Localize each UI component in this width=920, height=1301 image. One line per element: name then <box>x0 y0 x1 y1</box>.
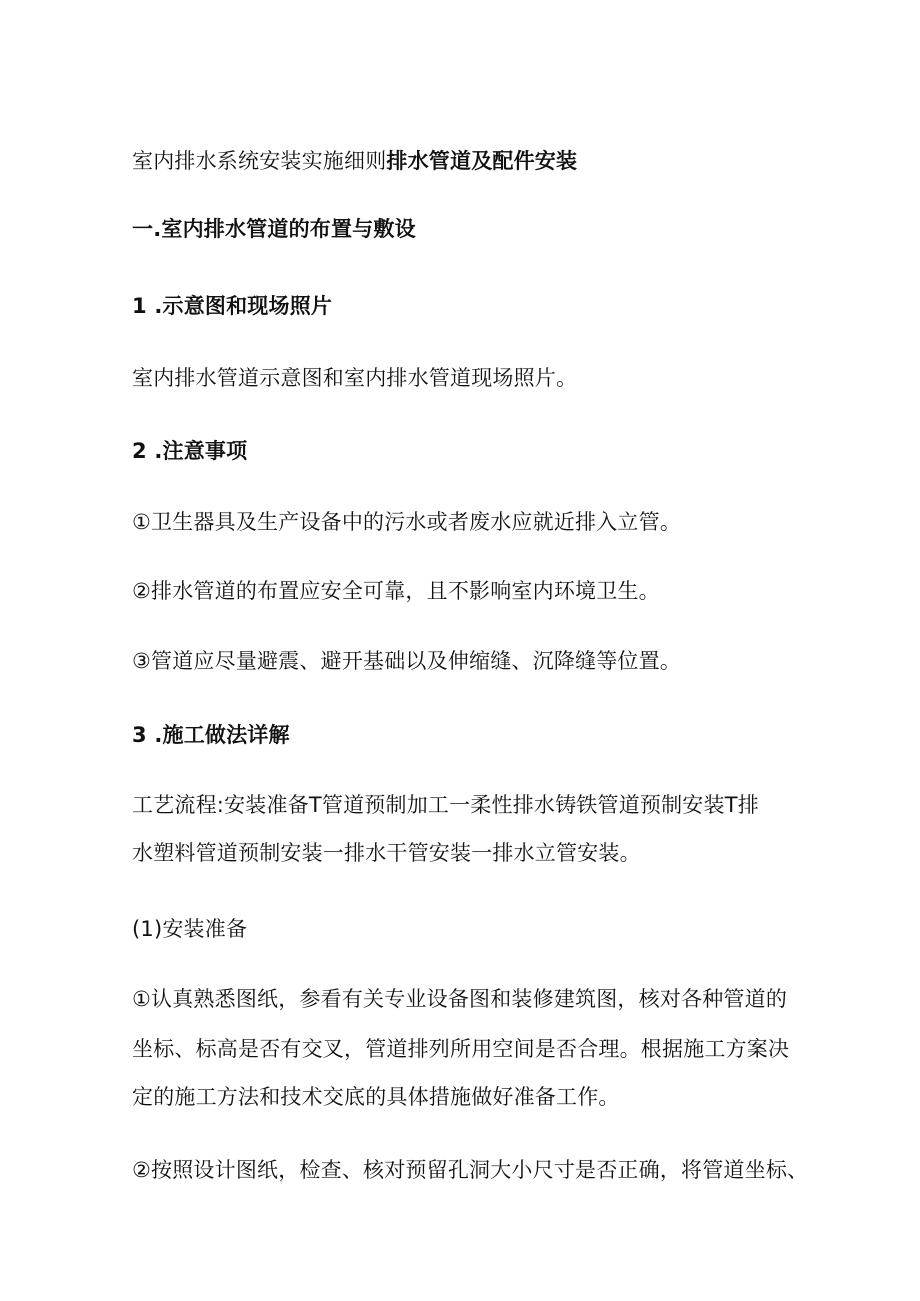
subheading-3: 3 .施工做法详解 <box>132 723 290 747</box>
prep-item-1-line-1: ①认真熟悉图纸，参看有关专业设备图和装修建筑图，核对各种管道的 <box>132 987 788 1011</box>
title-prefix: 室内排水系统安装实施细则 <box>132 149 387 173</box>
process-line-1: 工艺流程:安装准备T管道预制加工一柔性排水铸铁管道预制安装T排 <box>132 793 759 817</box>
note-item-2: ②排水管道的布置应安全可靠，且不影响室内环境卫生。 <box>132 579 660 603</box>
note-item-3: ③管道应尽量避震、避开基础以及伸缩缝、沉降缝等位置。 <box>132 649 682 673</box>
subheading-1: 1 .示意图和现场照片 <box>132 294 333 318</box>
prep-item-2-line-1: ②按照设计图纸，检查、核对预留孔洞大小尺寸是否正确，将管道坐标、 <box>132 1158 809 1182</box>
prep-item-1-line-2: 坐标、标高是否有交叉，管道排列所用空间是否合理。根据施工方案决 <box>132 1037 790 1061</box>
paragraph-sub1: 室内排水管道示意图和室内排水管道现场照片。 <box>132 366 578 390</box>
section-heading-1: 一.室内排水管道的布置与敷设 <box>132 217 416 241</box>
prep-item-1-line-3: 定的施工方法和技术交底的具体措施做好准备工作。 <box>132 1085 620 1109</box>
note-item-1: ①卫生器具及生产设备中的污水或者废水应就近排入立管。 <box>132 510 682 534</box>
process-line-2: 水塑料管道预制安装一排水干管安装一排水立管安装。 <box>132 841 641 865</box>
prep-heading: (1)安装准备 <box>132 917 248 941</box>
subheading-2: 2 .注意事项 <box>132 439 248 463</box>
document-title <box>132 146 810 176</box>
title-main: 排水管道及配件安装 <box>386 149 578 173</box>
